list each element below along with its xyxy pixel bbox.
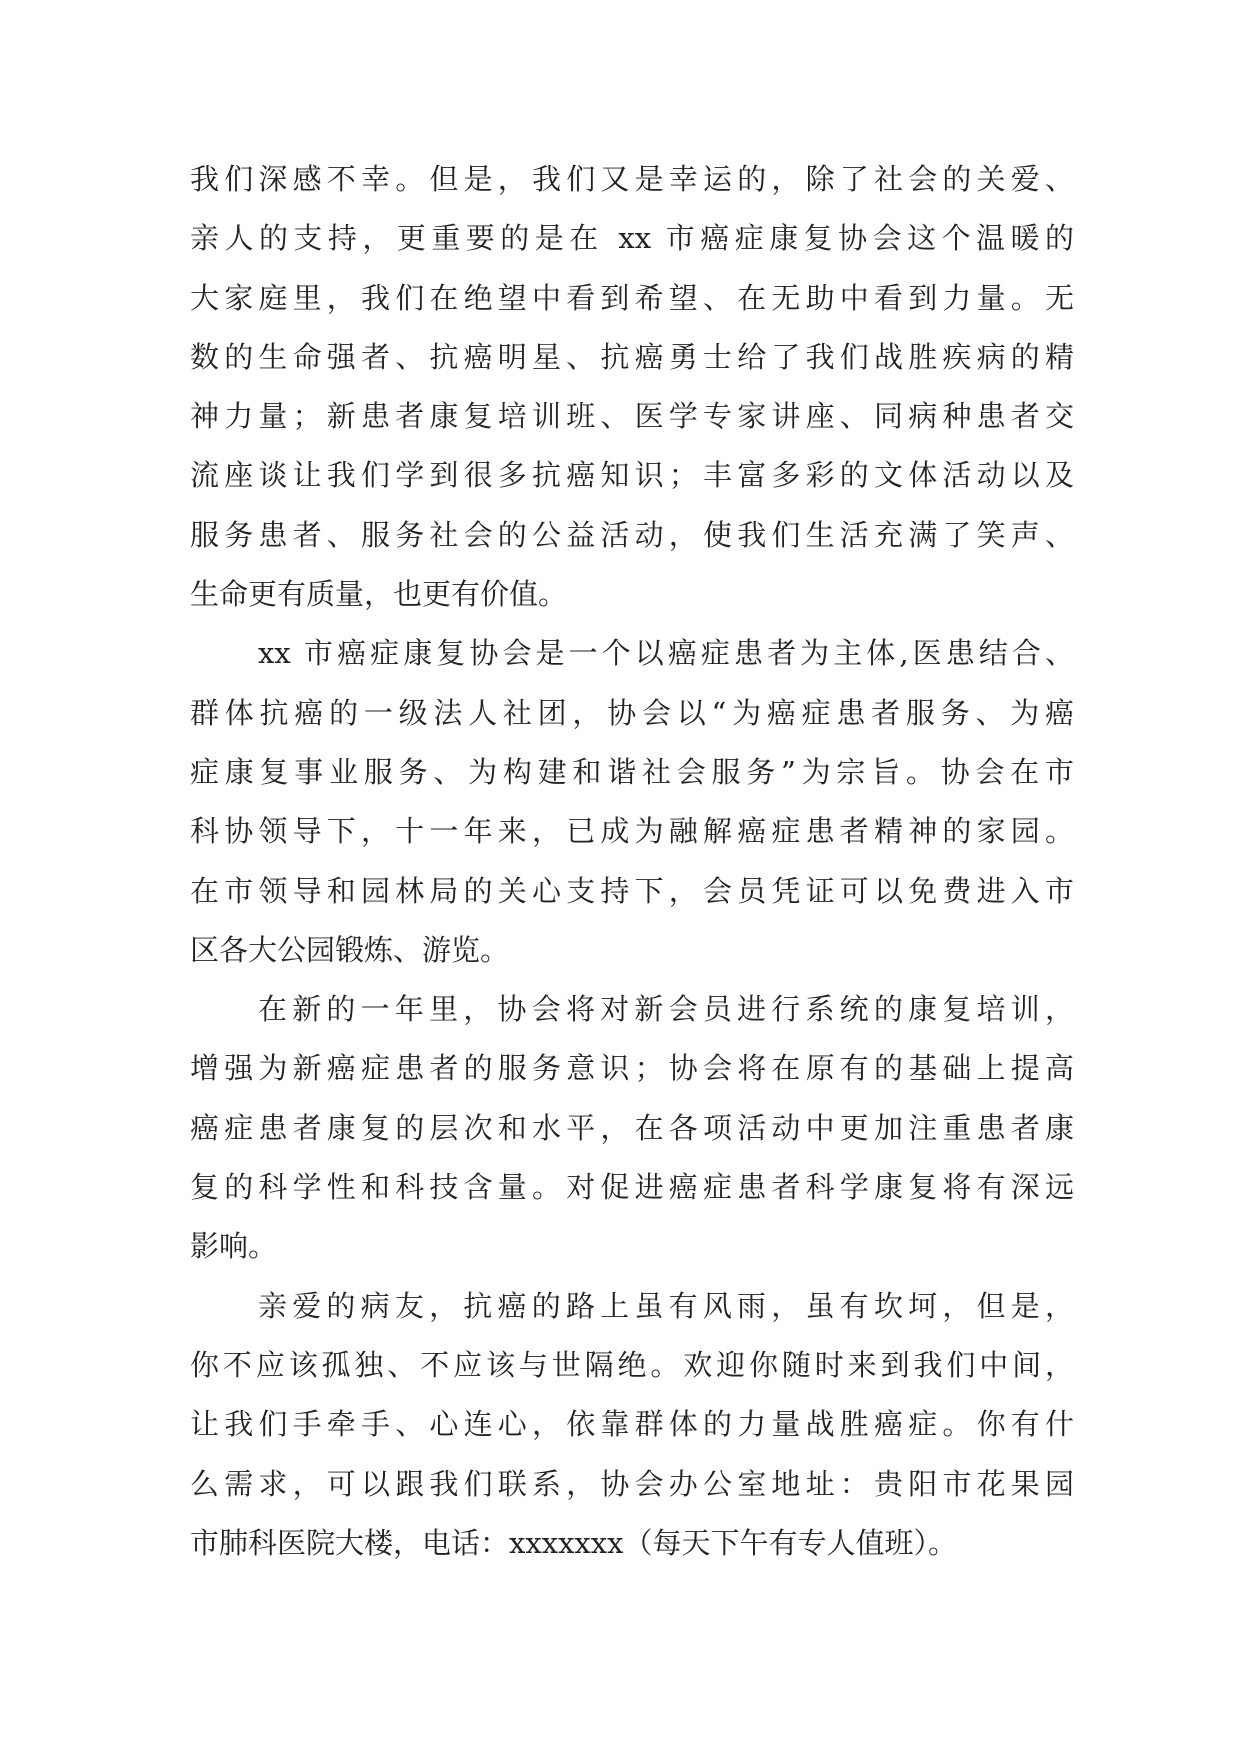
text-line: 群体抗癌的一级法人社团，协会以“为癌症患者服务、为癌 <box>190 695 1074 730</box>
text-line: 流座谈让我们学到很多抗癌知识；丰富多彩的文体活动以及 <box>190 458 1074 493</box>
text-line: 影响。 <box>190 1229 278 1264</box>
text-line: 在市领导和园林局的关心支持下，会员凭证可以免费进入市 <box>190 873 1074 908</box>
text-line: 症康复事业服务、为构建和谐社会服务”为宗旨。协会在市 <box>190 754 1074 789</box>
document-body <box>190 150 1074 1573</box>
text-line: 生命更有质量，也更有价值。 <box>190 577 568 612</box>
paragraph-3 <box>190 980 1074 1276</box>
paragraph-2 <box>190 624 1074 980</box>
text-line: 么需求，可以跟我们联系，协会办公室地址：贵阳市花果园 <box>190 1466 1074 1501</box>
text-line: 服务患者、服务社会的公益活动，使我们生活充满了笑声、 <box>190 517 1074 552</box>
text-line: 亲人的支持，更重要的是在 xx 市癌症康复协会这个温暖的 <box>190 221 1074 256</box>
text-line: 增强为新癌症患者的服务意识；协会将在原有的基础上提高 <box>190 1051 1074 1086</box>
text-line: 在新的一年里，协会将对新会员进行系统的康复培训， <box>258 992 1074 1027</box>
text-line: 癌症患者康复的层次和水平，在各项活动中更加注重患者康 <box>190 1110 1074 1145</box>
text-line: xx 市癌症康复协会是一个以癌症患者为主体,医患结合、 <box>258 636 1074 671</box>
text-line: 区各大公园锻炼、游览。 <box>190 932 510 967</box>
text-line: 复的科学性和科技含量。对促进癌症患者科学康复将有深远 <box>190 1170 1074 1205</box>
text-line: 市肺科医院大楼，电话：xxxxxxx（每天下午有专人值班）。 <box>190 1525 957 1560</box>
text-line: 数的生命强者、抗癌明星、抗癌勇士给了我们战胜疾病的精 <box>190 339 1074 374</box>
paragraph-4 <box>190 1277 1074 1573</box>
text-line: 大家庭里，我们在绝望中看到希望、在无助中看到力量。无 <box>190 280 1074 315</box>
text-line: 神力量；新患者康复培训班、医学专家讲座、同病种患者交 <box>190 399 1074 434</box>
text-line: 亲爱的病友，抗癌的路上虽有风雨，虽有坎坷，但是， <box>258 1288 1074 1323</box>
paragraph-1 <box>190 150 1074 624</box>
text-line: 让我们手牵手、心连心，依靠群体的力量战胜癌症。你有什 <box>190 1407 1074 1442</box>
text-line: 我们深感不幸。但是，我们又是幸运的，除了社会的关爱、 <box>190 162 1074 196</box>
text-line: 你不应该孤独、不应该与世隔绝。欢迎你随时来到我们中间， <box>190 1347 1074 1382</box>
text-line: 科协领导下，十一年来，已成为融解癌症患者精神的家园。 <box>190 814 1074 849</box>
